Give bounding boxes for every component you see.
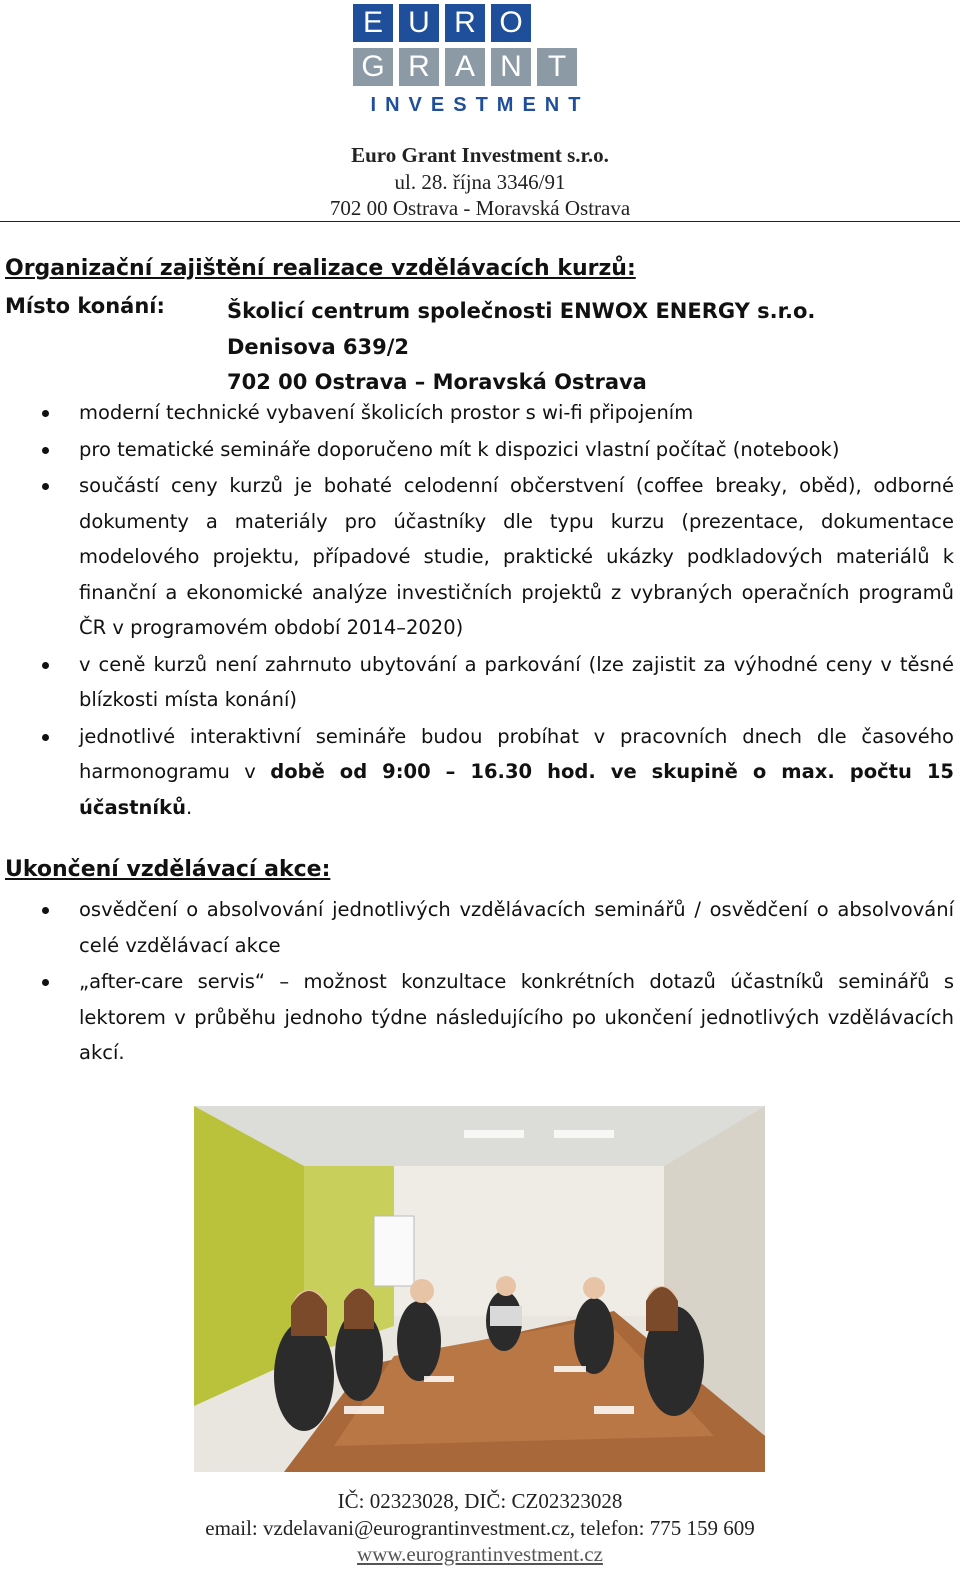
list-item: [0, 432, 960, 468]
section-heading-organization: Organizační zajištění realizace vzdělávacích kurzů:: [5, 256, 636, 281]
list-item: [0, 395, 960, 431]
venue-line: Denisova 639/2: [227, 334, 410, 359]
header-divider: [0, 221, 960, 222]
meeting-room-illustration: [194, 1106, 765, 1472]
completion-list: [0, 892, 960, 1072]
logo-tile: G: [353, 48, 393, 86]
company-logo: [353, 4, 607, 116]
logo-tile: A: [445, 48, 485, 86]
company-street: ul. 28. října 3346/91: [394, 169, 566, 194]
list-item-text: v ceně kurzů není zahrnuto ubytování a parkování (lze zajistit za výhodné ceny v těsné blízkosti místa konání): [79, 652, 954, 711]
page-footer: [0, 1488, 960, 1568]
logo-tile: R: [445, 4, 485, 42]
website-link[interactable]: www.eurograntinvestment.cz: [357, 1542, 603, 1566]
list-item: [0, 468, 960, 646]
logo-tile: R: [399, 48, 439, 86]
list-item-end: .: [185, 795, 193, 819]
bullet-icon: [42, 410, 49, 417]
bullet-icon: [42, 447, 49, 454]
company-ids: IČ: 02323028, DIČ: CZ02323028: [337, 1489, 623, 1513]
list-item-text: součástí ceny kurzů je bohaté celodenní občerstvení (coffee breaky, oběd), odborné dokumenty a materiály pro účastníky dle typu kurzu (prezentace, dokumentace modelového projektu, případové studie, praktické ukázky podkladových materiálů k finanční a ekonomické analýze investičních projektů z vybraných operačních programů ČR v programovém období 2014–2020): [79, 474, 954, 639]
logo-tile: E: [353, 4, 393, 42]
schedule-highlight: době od 9:00 – 16.30 hod. ve skupině o max. počtu 15 účastníků: [79, 760, 954, 819]
list-item-text: „after-care servis“ – možnost konzultace konkrétních dotazů účastníků seminářů s lektorem v průběhu jednoho týdne následujícího po ukončení jednotlivých vzdělávacích akcí.: [79, 970, 954, 1064]
organization-list: [0, 395, 960, 826]
list-item: [0, 719, 960, 826]
venue-label: Místo konání:: [5, 294, 165, 318]
logo-tile: N: [491, 48, 531, 86]
section-heading-completion: Ukončení vzdělávací akce:: [5, 857, 331, 882]
bullet-icon: [42, 907, 49, 914]
list-item-text: pro tematické semináře doporučeno mít k dispozici vlastní počítač (notebook): [79, 437, 840, 461]
venue-line: 702 00 Ostrava – Moravská Ostrava: [227, 370, 647, 394]
list-item-text: moderní technické vybavení školicích prostor s wi-fi připojením: [79, 401, 694, 424]
meeting-room-photo: [194, 1106, 765, 1472]
venue-address: [227, 294, 815, 401]
bullet-icon: [42, 734, 49, 741]
contact-line: email: vzdelavani@eurograntinvestment.cz, telefon: 775 159 609: [205, 1515, 755, 1540]
list-item: [0, 647, 960, 718]
company-header: [0, 142, 960, 222]
list-item-text: osvědčení o absolvování jednotlivých vzdělávacích seminářů / osvědčení o absolvování celé vzdělávací akce: [79, 898, 954, 957]
logo-tile: O: [491, 4, 531, 42]
logo-row-euro: [353, 4, 607, 42]
bullet-icon: [42, 662, 49, 669]
list-item: [0, 892, 960, 963]
company-city: 702 00 Ostrava - Moravská Ostrava: [329, 196, 631, 220]
bullet-icon: [42, 979, 49, 986]
company-name: Euro Grant Investment s.r.o.: [351, 143, 609, 167]
logo-tile: U: [399, 4, 439, 42]
list-item-text: jednotlivé interaktivní semináře budou probíhat v pracovních dnech dle časového harmonogramu v: [79, 724, 954, 783]
logo-tile: T: [537, 48, 577, 86]
logo-row-grant: [353, 48, 607, 86]
logo-word: INVESTMENT: [370, 94, 590, 116]
list-item: [0, 964, 960, 1071]
venue-line: Školicí centrum společnosti ENWOX ENERGY s.r.o.: [227, 299, 816, 323]
bullet-icon: [42, 483, 49, 490]
